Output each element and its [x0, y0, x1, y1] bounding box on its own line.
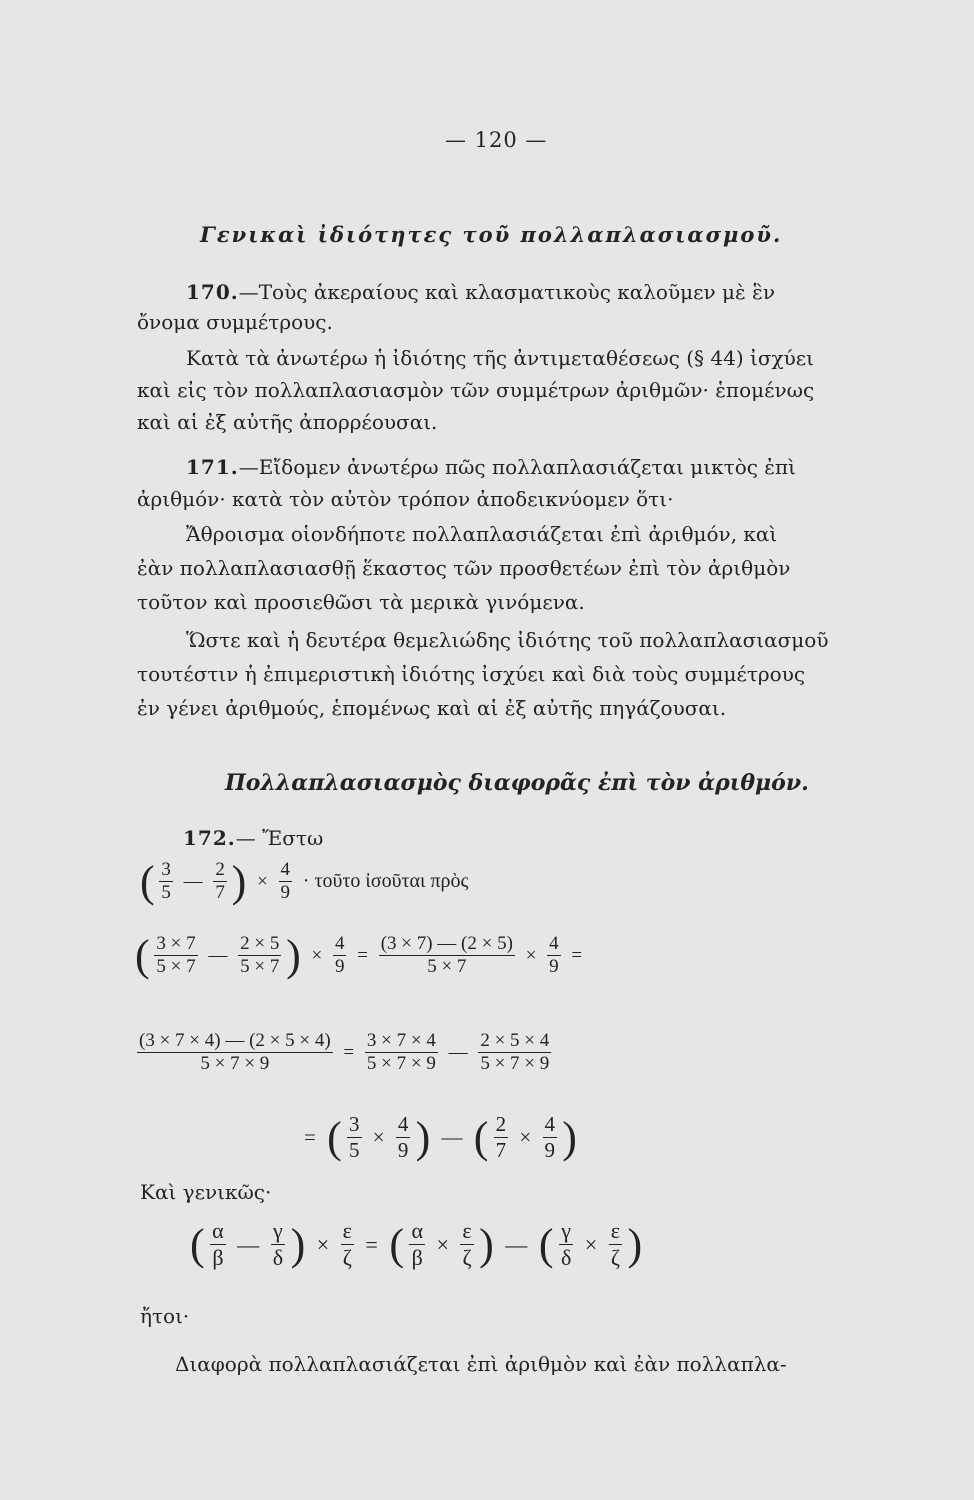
text-line: Ὥστε καὶ ἡ δευτέρα θεμελιώδης ἰδιότης τοῦ πολλαπλασιασμοῦ	[186, 628, 829, 652]
text-line: Ἄθροισμα οἱονδήποτε πολλαπλασιάζεται ἐπὶ ἀριθμόν, καὶ	[186, 522, 778, 546]
page-number: — 120 —	[445, 128, 548, 152]
paragraph-number: 171.	[186, 455, 239, 479]
equation-2: ( $\frac{3 \times 7}{5 \times 7}$ — $\frac{2 \times 5}{5 \times 7}$ ) × $\frac{4}{9}$ = $\frac{(3 \times 7) — (2 \times 5)}{5 \times 7}$ × $\frac{4}{9}$ =	[135, 931, 583, 980]
equation-1: ( $\frac{3}{5}$ — $\frac{2}{7}$ ) × $\frac{4}{9}$ · τοῦτο ἰσοῦται πρὸς	[140, 856, 474, 907]
general-label: Καὶ γενικῶς·	[140, 1180, 272, 1204]
text-line: καὶ εἰς τὸν πολλαπλασιασμὸν τῶν συμμέτρων ἀριθμῶν· ἑπομένως	[137, 378, 815, 402]
text-line: —Τοὺς ἀκεραίους καὶ κλασματικοὺς καλοῦμεν μὲ ἓν	[238, 280, 775, 304]
text-line: ἐὰν πολλαπλασιασθῇ ἕκαστος τῶν προσθετέων ἐπὶ τὸν ἀριθμὸν	[137, 556, 791, 580]
section-heading-difference: Πολλαπλασιασμὸς διαφορᾶς ἐπὶ τὸν ἀριθμόν.	[225, 770, 809, 796]
last-line: Διαφορὰ πολλαπλασιάζεται ἐπὶ ἀριθμὸν καὶ ἐὰν πολλαπλα-	[175, 1352, 787, 1376]
text-line: ἀριθμόν· κατὰ τὸν αὐτὸν τρόπον ἀποδεικνύομεν ὅτι·	[137, 487, 674, 511]
paragraph-number: 172.	[183, 826, 236, 850]
equation-4: = ( $\frac{3}{5}$ × $\frac{4}{9}$ ) — ( $\frac{2}{7}$ × $\frac{4}{9}$ )	[304, 1112, 577, 1162]
section-heading-properties: Γενικαὶ ἰδιότητες τοῦ πολλαπλασιασμοῦ.	[200, 222, 783, 247]
text-line: ὄνομα συμμέτρους.	[137, 310, 333, 334]
text-inline: · τοῦτο ἰσοῦται πρὸς	[302, 870, 469, 892]
paragraph-number: 170.	[186, 280, 239, 304]
text-line: τοῦτον καὶ προσιεθῶσι τὰ μερικὰ γινόμενα.	[137, 590, 585, 614]
text-line: ἐν γένει ἀριθμούς, ἑπομένως καὶ αἱ ἐξ αὐτῆς πηγάζουσαι.	[137, 696, 727, 720]
text-line: τουτέστιν ἡ ἐπιμεριστικὴ ἰδιότης ἰσχύει καὶ διὰ τοὺς συμμέτρους	[137, 662, 806, 686]
text-line: καὶ αἱ ἐξ αὐτῆς ἀπορρέουσαι.	[137, 410, 438, 434]
text-line: — Ἔστω	[235, 826, 324, 850]
paragraph-170	[186, 280, 775, 304]
equation-3: $\frac{(3 \times 7 \times 4) — (2 \times 5 \times 4)}{5 \times 7 \times 9}$ = $\frac{3 \times 7 \times 4}{5 \times 7 \times 9}$ — $\frac{2 \times 5 \times 4}{5 \times 7 \times 9}$	[139, 1030, 550, 1074]
text-line: Κατὰ τὰ ἀνωτέρω ἡ ἰδιότης τῆς ἀντιμεταθέσεως (§ 44) ἰσχύει	[186, 346, 814, 370]
itoi-label: ἤτοι·	[140, 1304, 190, 1328]
paragraph-172	[183, 826, 323, 850]
text-line: —Εἴδομεν ἀνωτέρω πῶς πολλαπλασιάζεται μικτὸς ἐπὶ	[238, 455, 797, 479]
paragraph-171	[186, 455, 796, 479]
equation-5: ( $\frac{\alpha}{\beta}$ — $\frac{\gamma}{\delta}$ ) × $\frac{\varepsilon}{\zeta}$ = ( $\frac{\alpha}{\beta}$ × $\frac{\varepsilon}{\zeta}$ ) — ( $\frac{\gamma}{\delta}$ × $\frac{\varepsilon}{\zeta}$ )	[190, 1218, 643, 1270]
